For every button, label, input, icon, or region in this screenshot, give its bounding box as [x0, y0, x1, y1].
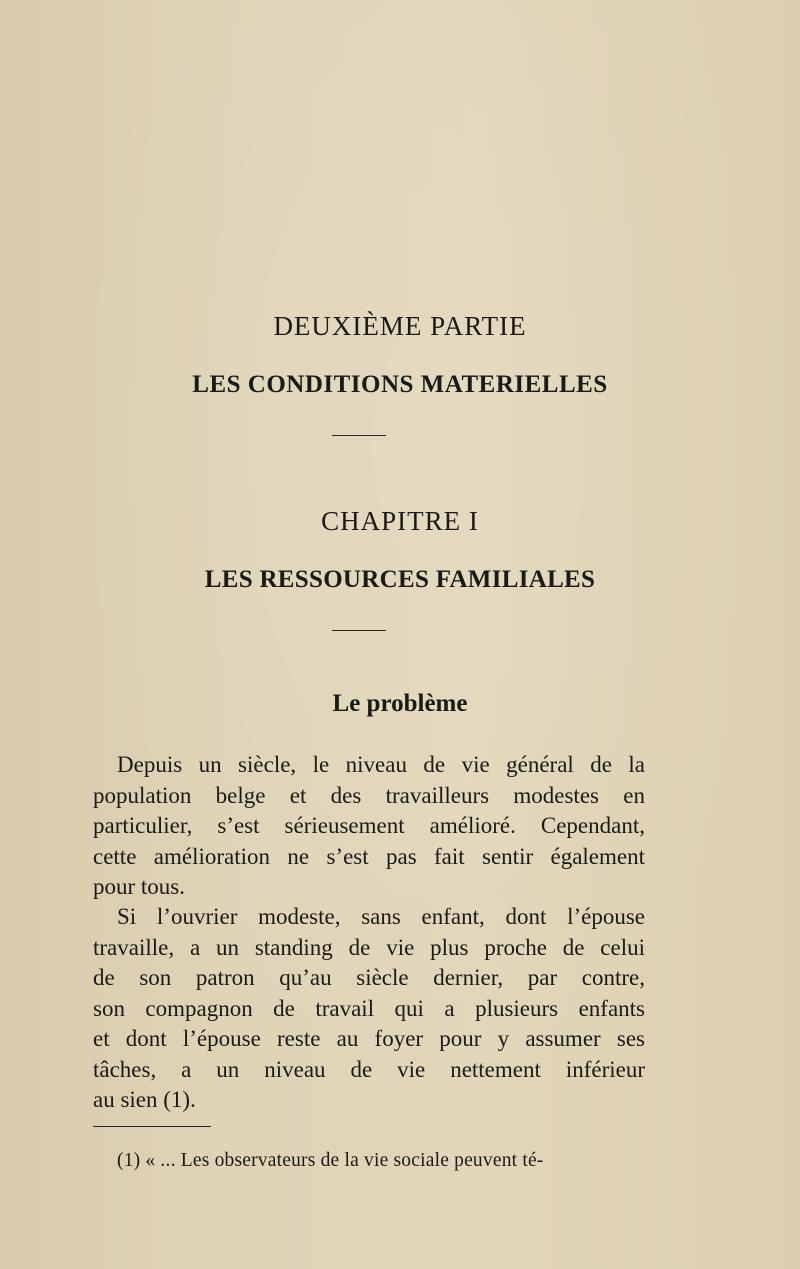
divider-rule	[332, 435, 386, 436]
paragraph-line: Si l’ouvrier modeste, sans enfant, dont l’épouse	[117, 904, 645, 929]
chapter-subtitle: LES RESSOURCES FAMILIALES	[204, 566, 596, 593]
paragraph-line: de son patron qu’au siècle dernier, par contre,	[93, 965, 645, 990]
paragraph-line: son compagnon de travail qui a plusieurs enfants	[93, 995, 645, 1021]
paragraph-line: population belge et des travailleurs modestes en	[93, 782, 645, 808]
part-subtitle: LES CONDITIONS MATERIELLES	[192, 371, 608, 398]
paragraph-line: travaille, a un standing de vie plus proche de celui	[93, 934, 645, 960]
paragraph	[93, 750, 645, 903]
paragraph-line: Depuis un siècle, le niveau de vie général de la	[117, 752, 645, 777]
section-heading: Le problème	[332, 690, 468, 717]
chapter-title: CHAPITRE I	[321, 506, 479, 536]
part-title: DEUXIÈME PARTIE	[273, 311, 527, 341]
paragraph-line: au sien (1).	[93, 1087, 196, 1112]
paragraph-line: cette amélioration ne s’est pas fait sentir également	[93, 843, 645, 869]
footnote-rule	[93, 1126, 211, 1127]
paragraph-line: particulier, s’est sérieusement amélioré. Cependant,	[93, 813, 645, 838]
paragraph-line: tâches, a un niveau de vie nettement inférieur	[93, 1056, 645, 1082]
paragraph-line: et dont l’épouse reste au foyer pour y assumer ses	[93, 1026, 645, 1051]
divider-rule	[332, 630, 386, 631]
paragraph-line: pour tous.	[93, 874, 185, 899]
footnote: (1) « ... Les observateurs de la vie sociale peuvent té-	[117, 1150, 544, 1171]
paragraph	[93, 902, 645, 1116]
